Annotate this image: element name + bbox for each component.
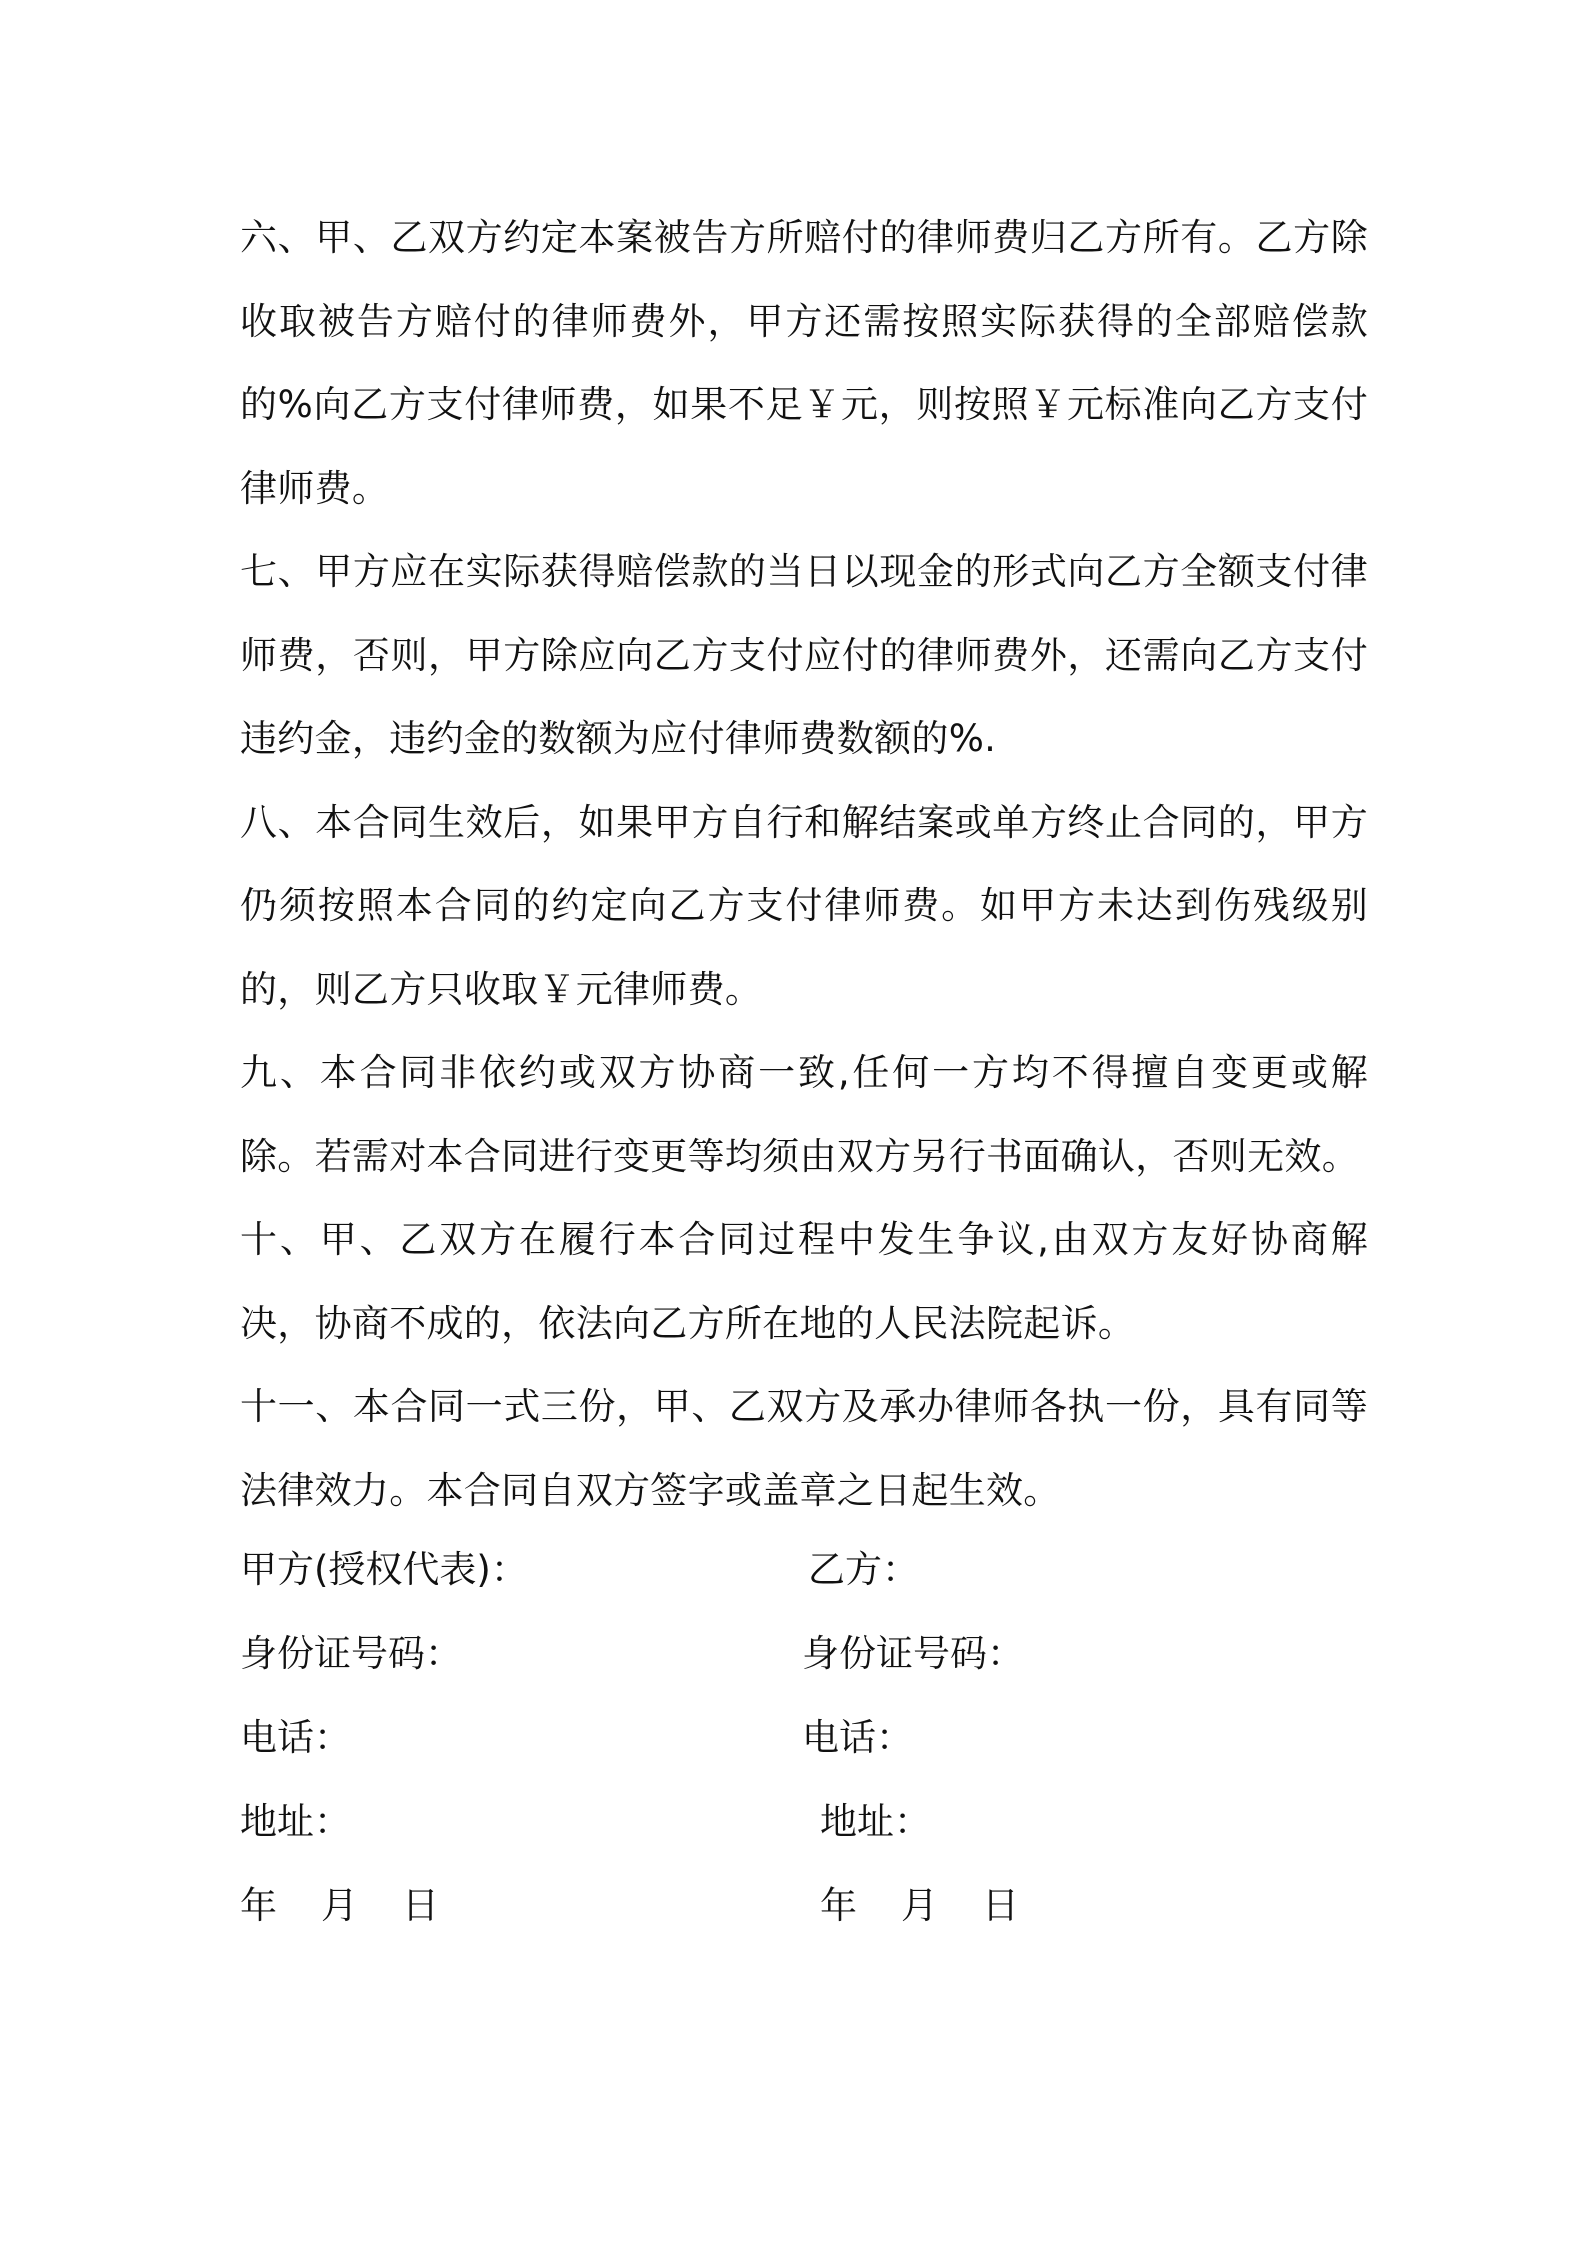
party-a-date-year: 年 bbox=[240, 1884, 277, 1927]
party-b-phone-label: 电话： bbox=[802, 1716, 913, 1759]
party-a-date-day: 日 bbox=[402, 1884, 439, 1927]
party-a-label: 甲方(授权代表)： bbox=[240, 1548, 528, 1591]
clause-8: 八、本合同生效后，如果甲方自行和解结案或单方终止合同的，甲方仍须按照本合同的约定向乙方支付律师费。如甲方未达到伤残级别的，则乙方只收取￥元律师费。 bbox=[240, 800, 1368, 1011]
clause-11: 十一、本合同一式三份，甲、乙双方及承办律师各执一份，具有同等法律效力。本合同自双方签字或盖章之日起生效。 bbox=[240, 1385, 1368, 1512]
party-a-phone-label: 电话： bbox=[240, 1716, 351, 1759]
party-a-date-month: 月 bbox=[321, 1884, 358, 1927]
party-b-label: 乙方： bbox=[808, 1548, 919, 1591]
signature-address-row bbox=[240, 1792, 1368, 1852]
party-a-address-label: 地址： bbox=[240, 1800, 351, 1843]
signature-phone-row bbox=[240, 1708, 1368, 1768]
clause-9: 九、本合同非依约或双方协商一致,任何一方均不得擅自变更或解除。若需对本合同进行变更等均须由双方另行书面确认，否则无效。 bbox=[240, 1051, 1368, 1178]
party-b-address-label: 地址： bbox=[820, 1800, 931, 1843]
party-a-id-label: 身份证号码： bbox=[240, 1632, 462, 1675]
clause-6: 六、甲、乙双方约定本案被告方所赔付的律师费归乙方所有。乙方除收取被告方赔付的律师费外，甲方还需按照实际获得的全部赔偿款的%向乙方支付律师费，如果不足￥元，则按照￥元标准向乙方支付律师费。 bbox=[240, 216, 1368, 510]
signature-date-row bbox=[240, 1876, 1368, 1936]
clause-7: 七、甲方应在实际获得赔偿款的当日以现金的形式向乙方全额支付律师费，否则，甲方除应向乙方支付应付的律师费外，还需向乙方支付违约金，违约金的数额为应付律师费数额的%. bbox=[240, 550, 1368, 760]
signature-party-row bbox=[240, 1540, 1368, 1600]
signature-id-row bbox=[240, 1624, 1368, 1684]
party-a-date bbox=[240, 1876, 483, 1936]
party-b-date-month: 月 bbox=[901, 1884, 938, 1927]
party-b-id-label: 身份证号码： bbox=[802, 1632, 1024, 1675]
clause-10: 十、甲、乙双方在履行本合同过程中发生争议,由双方友好协商解决，协商不成的，依法向乙方所在地的人民法院起诉。 bbox=[240, 1218, 1368, 1345]
party-b-date bbox=[820, 1876, 1063, 1936]
party-b-date-day: 日 bbox=[982, 1884, 1019, 1927]
party-b-date-year: 年 bbox=[820, 1884, 857, 1927]
contract-clauses bbox=[240, 196, 1368, 1532]
